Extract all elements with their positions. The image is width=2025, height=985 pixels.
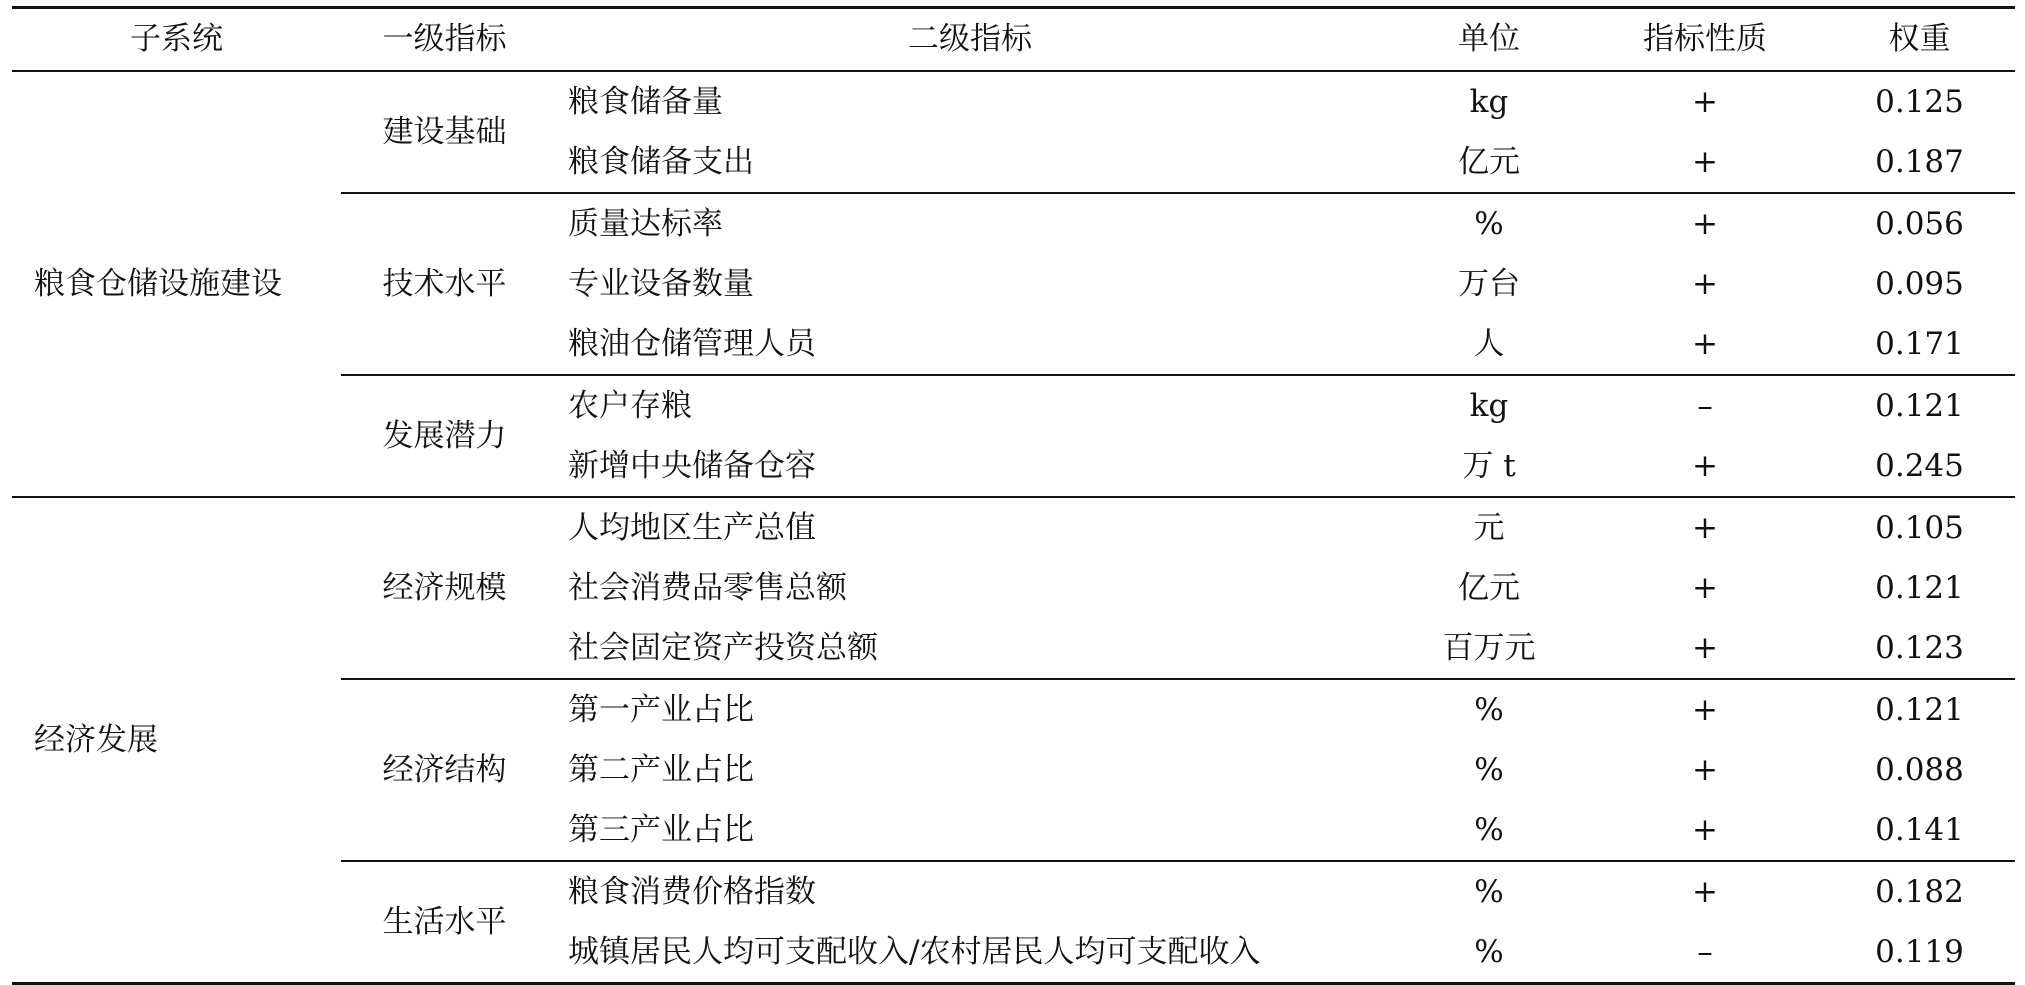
- indicator-cell: 第一产业占比: [548, 679, 1392, 740]
- indicator-cell: 粮食储备支出: [568, 143, 754, 180]
- unit-cell: 万 t: [1462, 447, 1516, 484]
- table-row: [12, 497, 2015, 558]
- unit-cell: %: [1392, 922, 1586, 984]
- unit-cell: 人: [1473, 325, 1505, 362]
- table-header-row: [12, 8, 2015, 72]
- unit-cell: 百万元: [1442, 629, 1536, 666]
- weight-cell: 0.123: [1875, 629, 1964, 666]
- nature-cell: +: [1692, 143, 1718, 180]
- unit-cell: 亿元: [1458, 569, 1520, 606]
- level1-cell: 发展潜力: [341, 375, 548, 497]
- table-container: [12, 6, 2015, 985]
- nature-cell: –: [1586, 922, 1824, 984]
- indicator-cell: 新增中央储备仓容: [568, 447, 816, 484]
- nature-cell: +: [1586, 861, 1824, 922]
- weight-cell: 0.187: [1875, 143, 1964, 180]
- level1-cell: 经济规模: [341, 497, 548, 679]
- subsystem-cell: 粮食仓储设施建设: [34, 265, 282, 302]
- header-level2: 二级指标: [548, 8, 1392, 72]
- weight-cell: 0.119: [1824, 922, 2015, 984]
- nature-cell: +: [1692, 83, 1718, 120]
- indicator-cell: 第二产业占比: [568, 751, 754, 788]
- header-subsystem: 子系统: [12, 8, 341, 72]
- weight-cell: 0.125: [1875, 83, 1964, 120]
- nature-cell: –: [1586, 375, 1824, 436]
- weight-cell: 0.121: [1824, 375, 2015, 436]
- weight-cell: 0.121: [1824, 679, 2015, 740]
- table-row: [12, 71, 2015, 132]
- level1-cell: 经济结构: [341, 679, 548, 861]
- weight-cell: 0.088: [1875, 751, 1964, 788]
- nature-cell: +: [1692, 569, 1718, 606]
- indicator-weight-table: [12, 6, 2015, 985]
- indicator-cell: 粮食消费价格指数: [548, 861, 1392, 922]
- level1-cell: 生活水平: [341, 861, 548, 984]
- nature-cell: +: [1692, 265, 1718, 302]
- header-nature: 指标性质: [1586, 8, 1824, 72]
- nature-cell: +: [1692, 629, 1718, 666]
- nature-cell: +: [1692, 811, 1718, 848]
- indicator-cell: 粮油仓储管理人员: [568, 325, 816, 362]
- unit-cell: kg: [1469, 83, 1509, 120]
- indicator-cell: 专业设备数量: [568, 265, 754, 302]
- level1-cell: 建设基础: [382, 113, 507, 150]
- indicator-cell: 社会消费品零售总额: [568, 569, 847, 606]
- unit-cell: 元: [1392, 497, 1586, 558]
- weight-cell: 0.121: [1875, 569, 1964, 606]
- indicator-cell: 社会固定资产投资总额: [568, 629, 878, 666]
- unit-cell: kg: [1392, 375, 1586, 436]
- nature-cell: +: [1692, 751, 1718, 788]
- unit-cell: %: [1392, 193, 1586, 254]
- unit-cell: 万台: [1458, 265, 1520, 302]
- weight-cell: 0.171: [1875, 325, 1964, 362]
- indicator-cell: 第三产业占比: [568, 811, 754, 848]
- indicator-cell: 农户存粮: [548, 375, 1392, 436]
- nature-cell: +: [1586, 193, 1824, 254]
- unit-cell: %: [1474, 811, 1504, 848]
- weight-cell: 0.056: [1824, 193, 2015, 254]
- level1-cell: 技术水平: [341, 193, 548, 375]
- subsystem-cell: 经济发展: [12, 497, 341, 984]
- weight-cell: 0.245: [1875, 447, 1964, 484]
- nature-cell: +: [1586, 679, 1824, 740]
- nature-cell: +: [1692, 447, 1718, 484]
- weight-cell: 0.105: [1824, 497, 2015, 558]
- header-weight: 权重: [1824, 8, 2015, 72]
- weight-cell: 0.182: [1824, 861, 2015, 922]
- unit-cell: %: [1474, 751, 1504, 788]
- header-unit: 单位: [1392, 8, 1586, 72]
- indicator-cell: 城镇居民人均可支配收入/农村居民人均可支配收入: [548, 922, 1392, 984]
- unit-cell: %: [1392, 861, 1586, 922]
- nature-cell: +: [1692, 325, 1718, 362]
- unit-cell: 亿元: [1458, 143, 1520, 180]
- weight-cell: 0.095: [1875, 265, 1964, 302]
- unit-cell: %: [1392, 679, 1586, 740]
- weight-cell: 0.141: [1875, 811, 1964, 848]
- nature-cell: +: [1586, 497, 1824, 558]
- indicator-cell: 质量达标率: [548, 193, 1392, 254]
- indicator-cell: 粮食储备量: [568, 83, 723, 120]
- indicator-cell: 人均地区生产总值: [548, 497, 1392, 558]
- header-level1: 一级指标: [341, 8, 548, 72]
